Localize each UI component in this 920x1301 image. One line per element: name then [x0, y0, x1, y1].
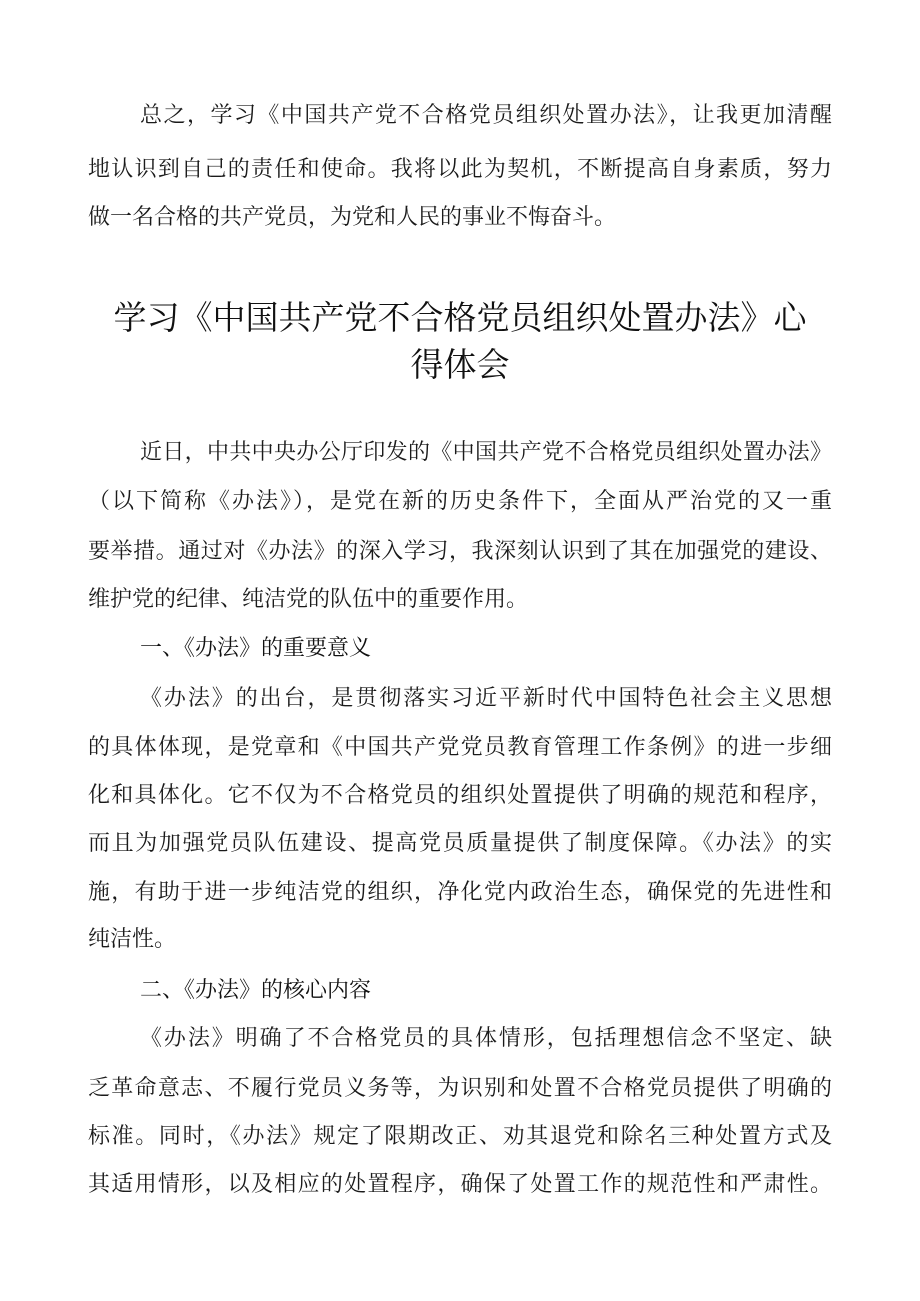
paragraph-line: 而且为加强党员队伍建设、提高党员质量提供了制度保障。《办法》的实	[88, 831, 832, 856]
paragraph-line: 标准。同时，《办法》规定了限期改正、劝其退党和除名三种处置方式及	[88, 1124, 832, 1149]
paragraph-line: 《办法》的出台，是贯彻落实习近平新时代中国特色社会主义思想	[140, 686, 832, 711]
paragraph-line: 的具体体现，是党章和《中国共产党党员教育管理工作条例》的进一步细	[88, 735, 832, 760]
paragraph-line: 做一名合格的共产党员，为党和人民的事业不悔奋斗。	[88, 205, 617, 230]
document-title: 学习《中国共产党不合格党员组织处置办法》心	[113, 298, 807, 337]
section-heading: 一、《办法》的重要意义	[140, 636, 372, 661]
paragraph-line: 施，有助于进一步纯洁党的组织，净化党内政治生态，确保党的先进性和	[88, 880, 832, 905]
paragraph-line: 纯洁性。	[88, 927, 177, 952]
paragraph-line: 近日，中共中央办公厅印发的《中国共产党不合格党员组织处置办法》	[140, 440, 832, 465]
paragraph-line: 地认识到自己的责任和使命。我将以此为契机，不断提高自身素质，努力	[88, 157, 832, 182]
section-heading: 二、《办法》的核心内容	[140, 978, 372, 1003]
paragraph-line: 其适用情形，以及相应的处置程序，确保了处置工作的规范性和严肃性。	[88, 1172, 832, 1197]
paragraph-line: 乏革命意志、不履行党员义务等，为识别和处置不合格党员提供了明确的	[88, 1076, 832, 1101]
paragraph-line: 总之，学习《中国共产党不合格党员组织处置办法》，让我更加清醒	[140, 103, 832, 128]
document-title: 得体会	[410, 345, 510, 384]
paragraph-line: （以下简称《办法》），是党在新的历史条件下，全面从严治党的又一重	[88, 489, 832, 514]
paragraph-line: 维护党的纪律、纯洁党的队伍中的重要作用。	[88, 587, 529, 612]
paragraph-line: 要举措。通过对《办法》的深入学习，我深刻认识到了其在加强党的建设、	[88, 539, 832, 564]
paragraph-line: 化和具体化。它不仅为不合格党员的组织处置提供了明确的规范和程序，	[88, 783, 832, 808]
paragraph-line: 《办法》明确了不合格党员的具体情形，包括理想信念不坚定、缺	[140, 1026, 832, 1051]
